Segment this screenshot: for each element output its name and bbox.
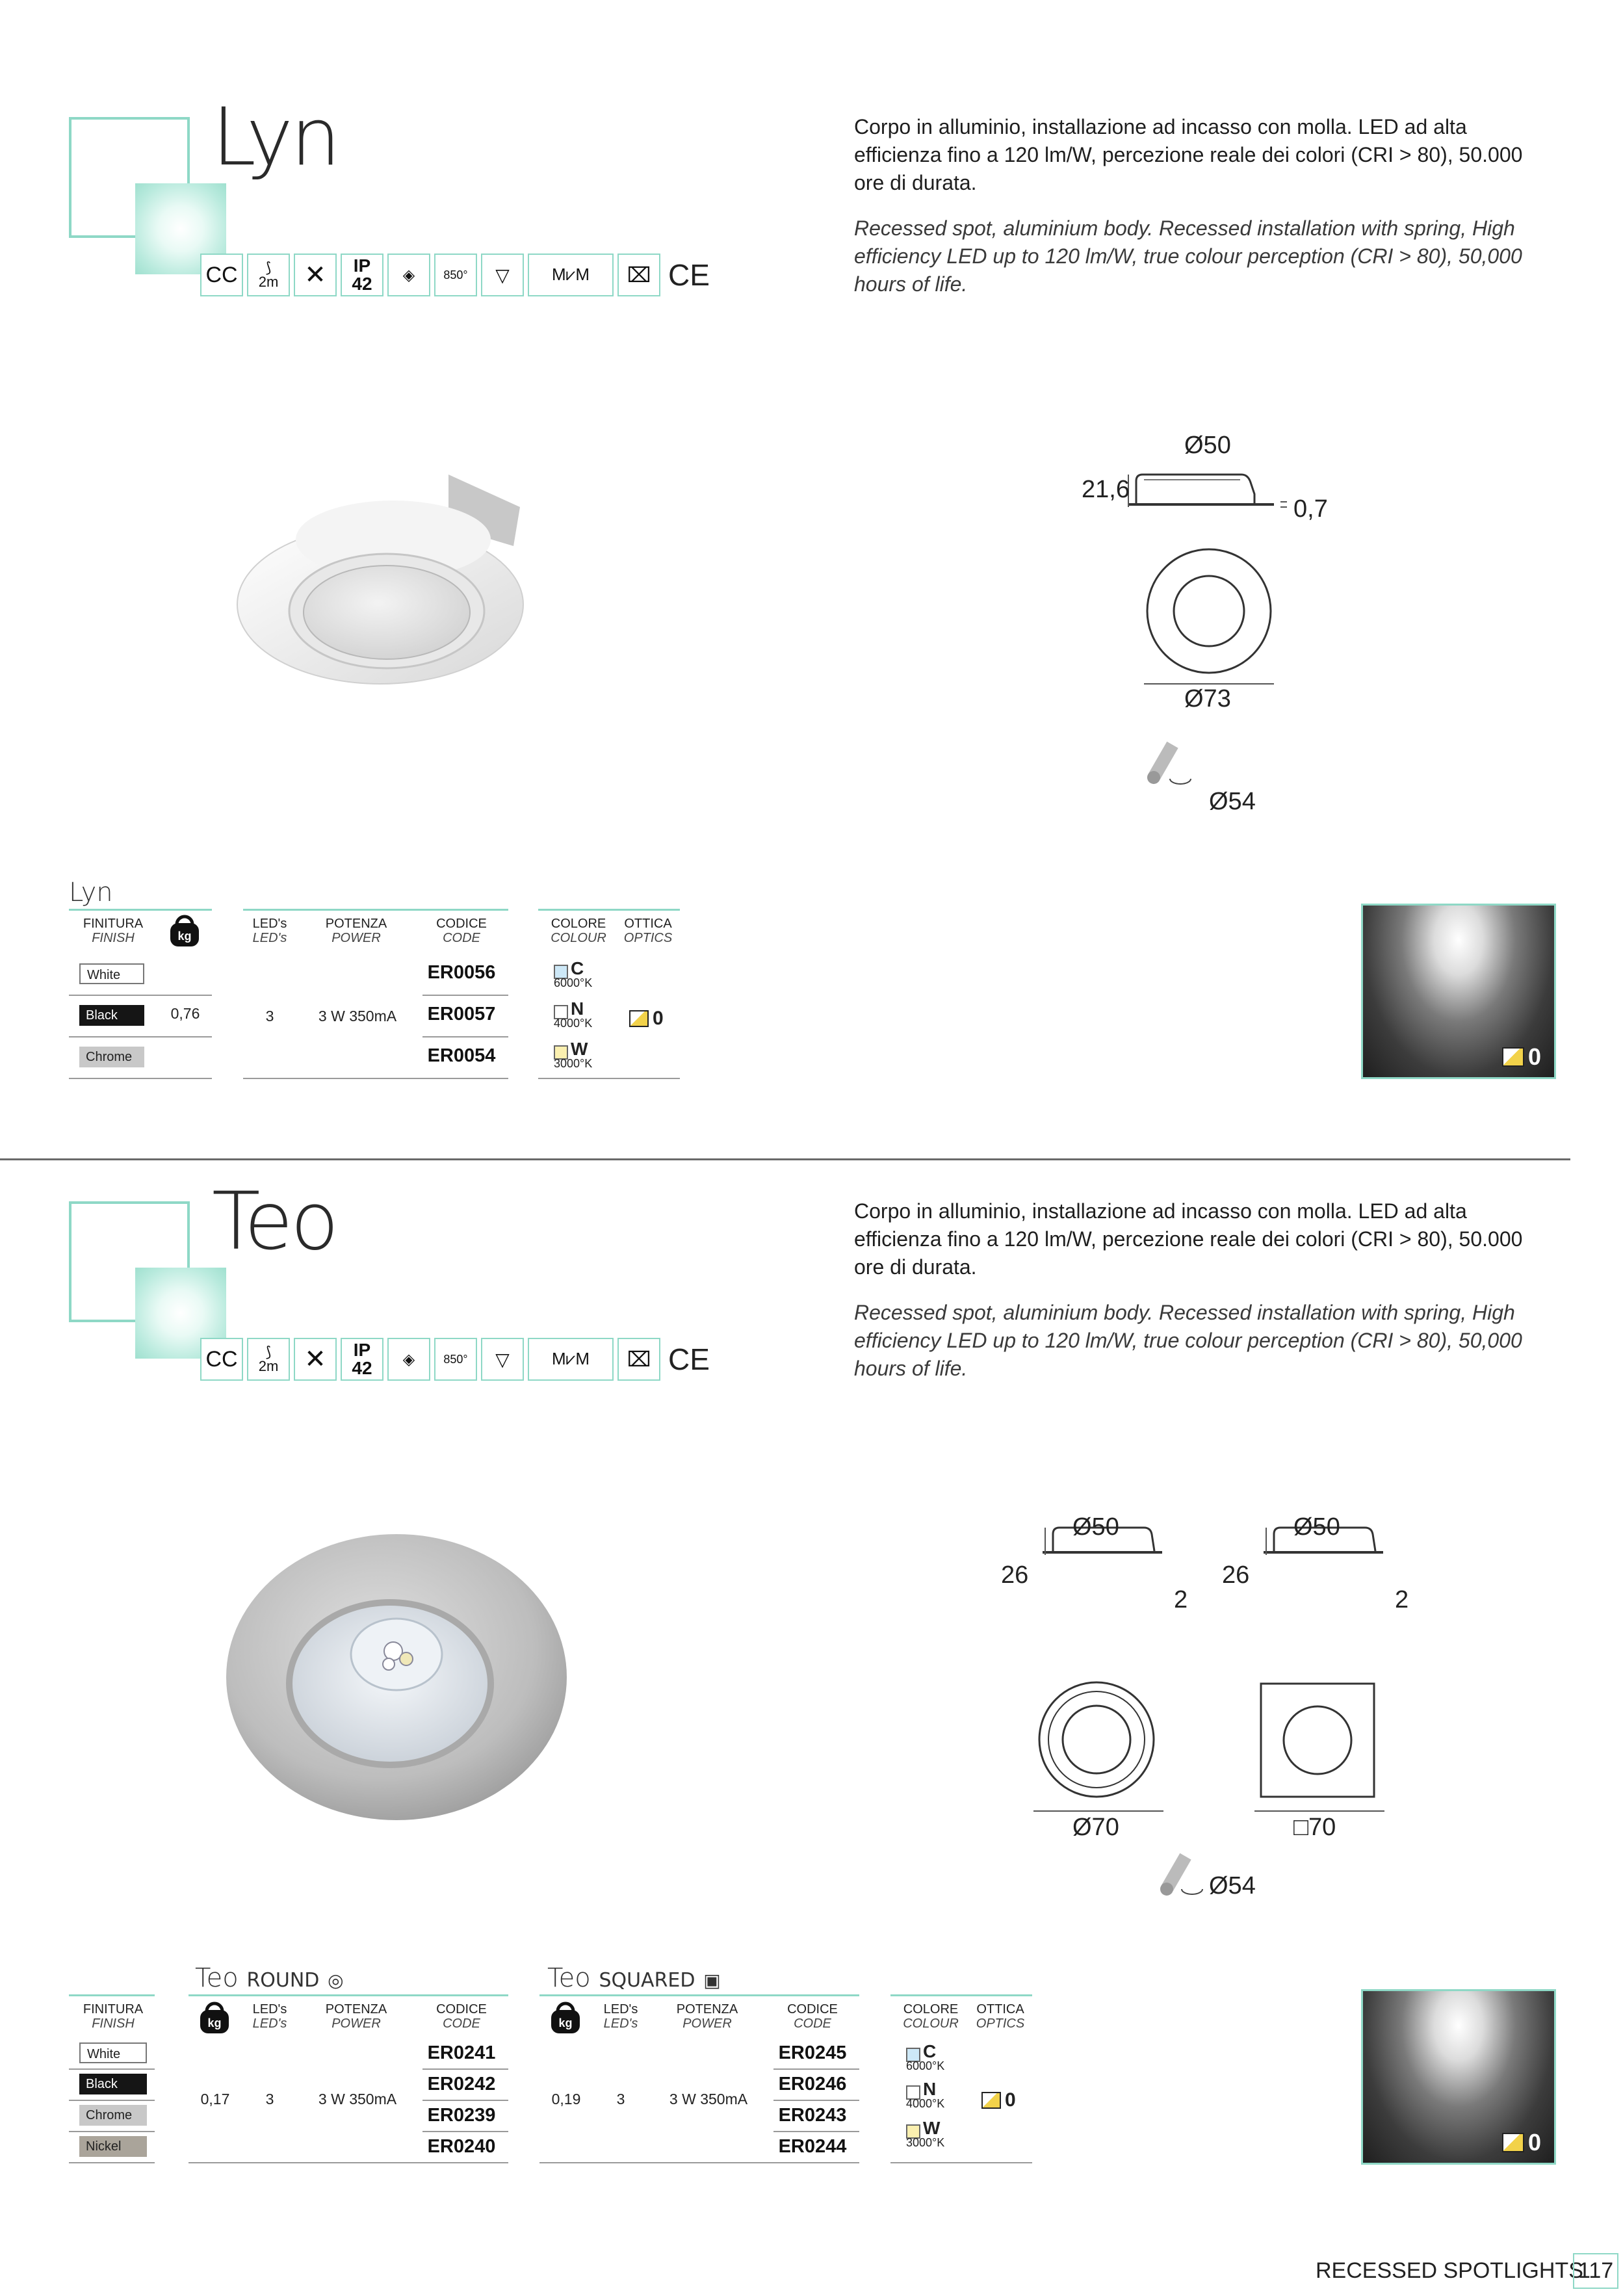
teo-description-it: Corpo in alluminio, installazione ad incasso con molla. LED ad alta efficienza fino a 120 lm/W, percezione reale dei colori (CRI > 80), 50.000 ore di durata. [854,1199,1523,1279]
lyn-optics-header: OTTICA OPTICS [623,917,673,945]
teo-finish-line-2 [69,2100,155,2101]
teo-finish-white: White [79,2042,147,2063]
teo-squared-code-4: ER0244 [778,2136,847,2157]
teo-squared-bottom-line [539,2162,859,2163]
lyn-colour-n: N 4000°K [554,998,593,1030]
svg-text:kg: kg [177,930,192,943]
round-shape-icon: ◎ [328,1970,344,1991]
ip-rating-icon: IP 42 [341,254,383,296]
teo-squared-leds-header: LED's LED's [603,2002,638,2031]
teo-squared-code-header: CODICE CODE [787,2002,838,2031]
lyn-table-title: Lyn [69,878,113,907]
lyn-code-line-2 [422,1036,508,1037]
class-iii-icon: ◈ [387,1338,430,1381]
teo-dim-cut-diameter: Ø54 [1209,1872,1256,1899]
teo-squared-code-1: ER0245 [778,2042,847,2063]
teo-finish-chrome: Chrome [79,2105,147,2126]
f-mark-icon: ▽ [481,254,524,296]
teo-round-code-line-3 [422,2131,508,2132]
lyn-code-3: ER0054 [427,1045,496,1066]
teo-product-image [221,1521,572,1827]
teo-optic-badge: 0 [1502,2129,1541,2156]
teo-colour-w: W 3000°K [906,2118,945,2149]
lyn-dim-height: 21,6 [1082,476,1130,503]
teo-finish-nickel: Nickel [79,2136,147,2157]
section-separator [0,1158,1570,1160]
teo-round-code-1: ER0241 [427,2042,496,2063]
lyn-colour-bottom-line [538,1078,680,1079]
teo-dim-height-square: 26 [1222,1561,1250,1589]
class-iii-icon: ◈ [387,254,430,296]
square-shape-icon: ▣ [703,1970,721,1991]
lyn-code-1: ER0056 [427,962,496,983]
weee-icon: ⌧ [617,1338,660,1381]
teo-dim-top-diameter-round: Ø50 [1072,1513,1119,1541]
teo-squared-code-line-1 [773,2068,859,2070]
lyn-dim-outer-diameter: Ø73 [1184,685,1231,712]
teo-dimension-drawing [1014,1495,1417,1924]
teo-finish-line-3 [69,2131,155,2132]
teo-squared-code-line-2 [773,2100,859,2101]
teo-round-leds-header: LED's LED's [252,2002,287,2031]
f-mark-icon: ▽ [481,1338,524,1381]
lyn-leds-header: LED's LED's [252,917,287,945]
teo-finish-header-line [69,1994,155,1996]
teo-dim-square-size: □70 [1293,1814,1336,1841]
lyn-spec-header-line [243,909,508,911]
lyn-finish-white: White [79,963,144,984]
optic-beam-icon [1502,2133,1524,2152]
teo-round-code-line-1 [422,2068,508,2070]
teo-squared-code-3: ER0243 [778,2105,847,2126]
lyn-power-value: 3 W 350mA [318,1008,397,1024]
cable-2m-icon: ⟆ 2m [247,1338,290,1381]
footer-page-number: 117 [1573,2253,1618,2289]
no-insulation-cover-icon: ✕ [294,254,337,296]
teo-squared-power-header: POTENZA POWER [676,2002,738,2031]
teo-finish-header: FINITURA FINISH [83,2002,144,2031]
teo-round-header-line [188,1994,508,1996]
lyn-description-en: Recessed spot, aluminium body. Recessed installation with spring, High efficiency LED up to 120 lm/W, true colour perception (CRI > 80), 50,000 hours of life. [854,216,1522,296]
no-insulation-cover-icon: ✕ [294,1338,337,1381]
lyn-leds-value: 3 [265,1008,274,1024]
teo-round-leds: 3 [265,2091,274,2107]
teo-squared-code-2: ER0246 [778,2074,847,2094]
lyn-row-line-3 [69,1078,212,1079]
cc-icon: CC [200,254,243,296]
teo-title: Teo [212,1175,337,1268]
teo-colour-header-line [890,1994,1032,1996]
teo-squared-leds: 3 [616,2091,625,2107]
lyn-title: Lyn [212,91,339,183]
lyn-colour-header: COLORE COLOUR [551,917,606,945]
optic-beam-icon [629,1010,649,1027]
lyn-weight-header [166,911,203,951]
teo-round-power-header: POTENZA POWER [325,2002,387,2031]
teo-squared-weight: 0,19 [551,2091,581,2107]
lyn-finish-header: FINITURA FINISH [83,917,144,945]
lyn-colour-c: C 6000°K [554,958,593,989]
teo-round-title: Teo ROUND ◎ [195,1963,344,1993]
teo-round-weight-header [196,1998,233,2038]
mm-mark-icon: M⩗M [528,1338,614,1381]
teo-round-code-3: ER0239 [427,2105,496,2126]
weee-icon: ⌧ [617,254,660,296]
lyn-dim-cut-diameter: Ø54 [1209,788,1256,815]
lyn-weight-value: 0,76 [170,1005,200,1022]
lyn-optics-value: 0 [629,1008,664,1030]
lyn-code-2: ER0057 [427,1004,496,1024]
cc-icon: CC [200,1338,243,1381]
teo-optics-header: OTTICA OPTICS [976,2002,1025,2031]
teo-round-bottom-line [188,2162,508,2163]
teo-squared-header-line [539,1994,859,1996]
svg-text:kg: kg [558,2016,573,2029]
teo-colour-header: COLORE COLOUR [903,2002,959,2031]
teo-finish-black: Black [79,2074,147,2094]
teo-dim-flange-square: 2 [1395,1586,1409,1613]
ip-rating-icon: IP 42 [341,1338,383,1381]
lyn-icon-row [200,254,710,296]
teo-finish-line-1 [69,2068,155,2070]
teo-squared-weight-header [547,1998,584,2038]
lyn-dim-top-diameter: Ø50 [1184,432,1231,459]
teo-round-code-header: CODICE CODE [436,2002,487,2031]
lyn-dim-flange: 0,7 [1293,495,1328,523]
teo-round-code-4: ER0240 [427,2136,496,2157]
teo-squared-title: Teo SQUARED ▣ [547,1963,721,1993]
lyn-optic-badge: 0 [1502,1043,1541,1071]
lyn-code-line-1 [422,995,508,996]
teo-round-code-line-2 [422,2100,508,2101]
teo-dim-top-diameter-square: Ø50 [1293,1513,1340,1541]
footer-section-label: RECESSED SPOTLIGHTS [1316,2258,1583,2283]
lyn-finish-chrome: Chrome [79,1047,144,1067]
svg-text:kg: kg [207,2016,222,2029]
lyn-product-image [234,468,533,689]
teo-dim-height-round: 26 [1001,1561,1029,1589]
teo-dim-flange-round: 2 [1174,1586,1188,1613]
optic-beam-icon [1502,1047,1524,1067]
lyn-finish-header-line [69,909,212,911]
lyn-spec-bottom-line [243,1078,508,1079]
glow-wire-850-icon: 850° [434,1338,477,1381]
teo-squared-power: 3 W 350mA [669,2091,748,2107]
teo-optic-photo [1361,1989,1556,2165]
teo-round-code-2: ER0242 [427,2074,496,2094]
optic-beam-icon [981,2092,1001,2109]
teo-round-weight: 0,17 [200,2091,230,2107]
lyn-colour-header-line [538,909,680,911]
lyn-row-line-1 [69,995,212,996]
teo-icon-row [200,1338,710,1381]
teo-colour-bottom-line [890,2162,1032,2163]
cable-2m-icon: ⟆ 2m [247,254,290,296]
lyn-colour-w: W 3000°K [554,1039,593,1070]
mm-mark-icon: M⩗M [528,254,614,296]
lyn-description-it: Corpo in alluminio, installazione ad incasso con molla. LED ad alta efficienza fino a 120 lm/W, percezione reale dei colori (CRI > 80), 50.000 ore di durata. [854,115,1523,194]
teo-colour-c: C 6000°K [906,2041,945,2072]
teo-colour-n: N 4000°K [906,2079,945,2110]
teo-squared-code-line-3 [773,2131,859,2132]
teo-finish-line-4 [69,2162,155,2163]
teo-optics-value: 0 [981,2089,1016,2111]
lyn-optic-photo [1361,904,1556,1079]
lyn-row-line-2 [69,1036,212,1037]
glow-wire-850-icon: 850° [434,254,477,296]
lyn-code-header: CODICE CODE [436,917,487,945]
teo-round-power: 3 W 350mA [318,2091,397,2107]
lyn-power-header: POTENZA POWER [325,917,387,945]
ce-icon: CE [668,1342,710,1376]
ce-icon: CE [668,258,710,292]
teo-dim-round-diameter: Ø70 [1072,1814,1119,1841]
teo-description-en: Recessed spot, aluminium body. Recessed installation with spring, High efficiency LED up to 120 lm/W, true colour perception (CRI > 80), 50,000 hours of life. [854,1301,1522,1380]
lyn-finish-black: Black [79,1005,144,1026]
